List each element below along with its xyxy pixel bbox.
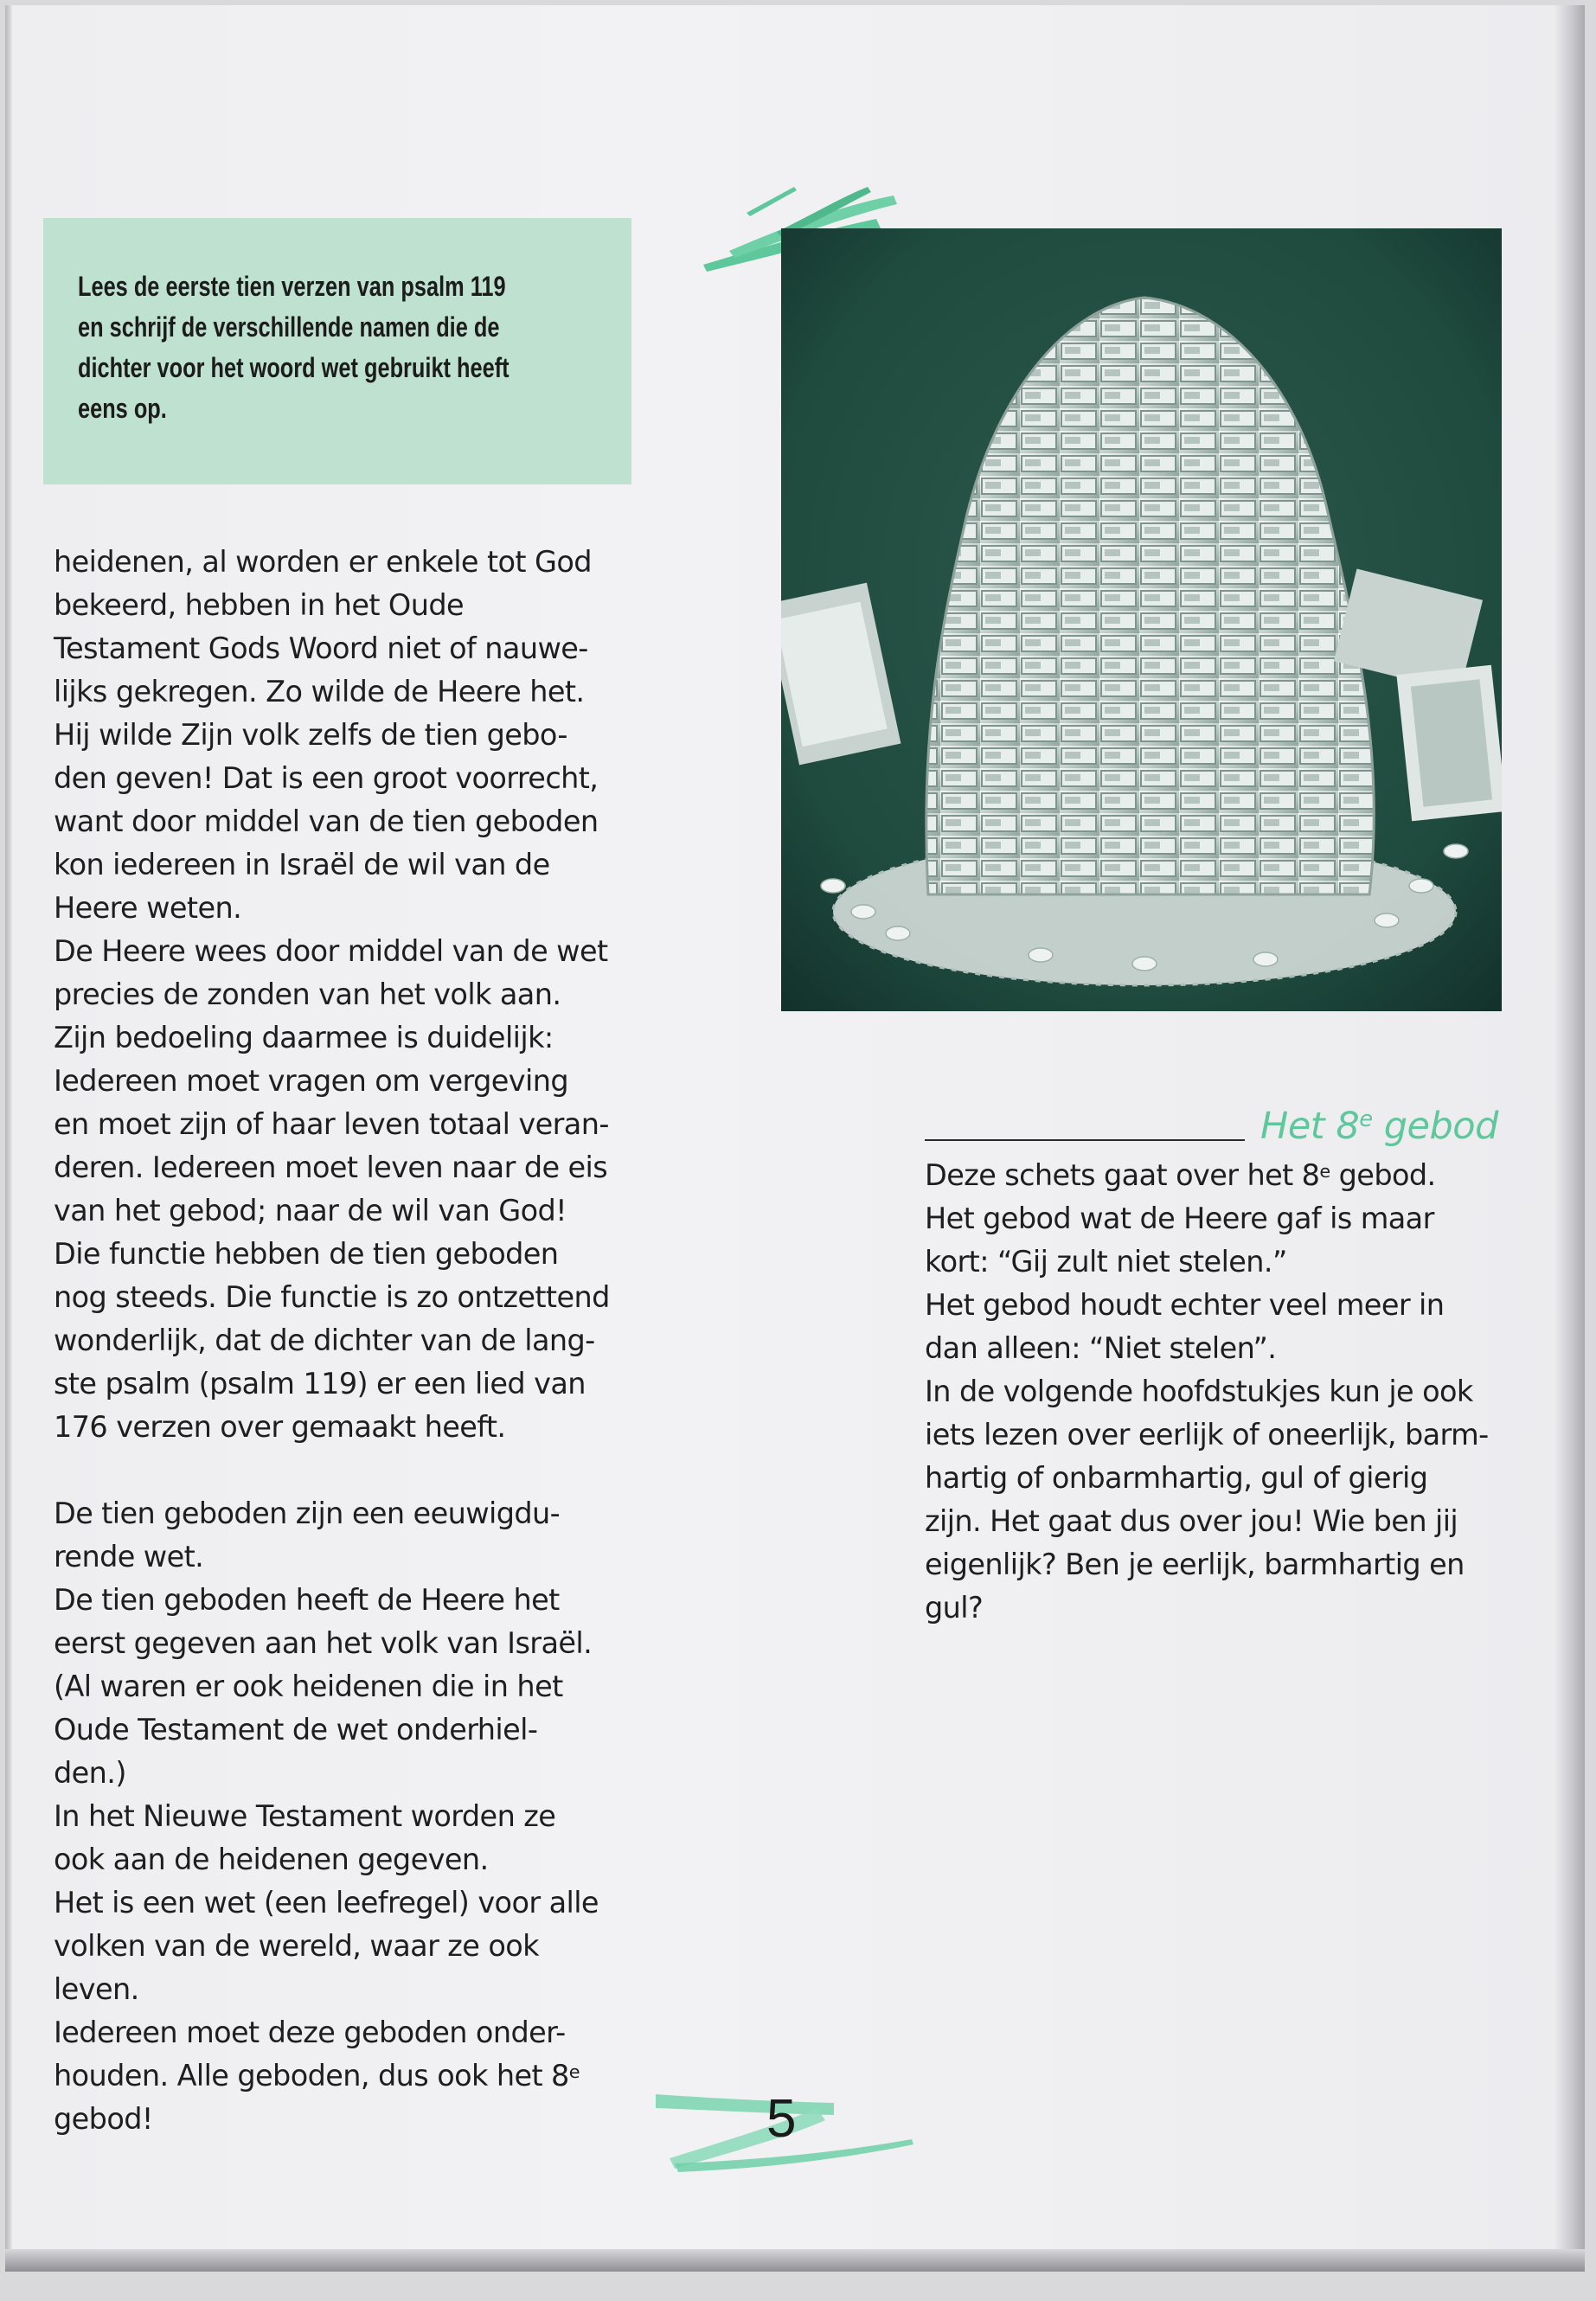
text-line: heidenen, al worden er enkele tot God <box>54 545 592 579</box>
text-line: Iedereen moet vragen om vergeving <box>54 1064 569 1098</box>
superscript: e <box>568 2061 580 2082</box>
heading-text <box>1260 1102 1498 1150</box>
text-line: lijks gekregen. Zo wilde de Heere het. <box>54 675 585 708</box>
page-number-area <box>652 2086 920 2181</box>
text-line: wonderlijk, dat de dichter van de lang- <box>54 1324 595 1357</box>
text-line: gul? <box>925 1591 984 1625</box>
text-line: eigenlijk? Ben je eerlijk, barmhartig en <box>925 1548 1465 1581</box>
text-line: en moet zijn of haar leven totaal veran- <box>54 1107 609 1141</box>
text-line: precies de zonden van het volk aan. <box>54 977 561 1011</box>
paragraph-2 <box>54 1492 610 2141</box>
text-line: Zijn bedoeling daarmee is duidelijk: <box>54 1021 554 1054</box>
text-line: (Al waren er ook heidenen die in het <box>54 1670 563 1703</box>
text-line: gebod! <box>54 2102 153 2136</box>
heading-superscript: e <box>1359 1106 1373 1132</box>
paragraph-1 <box>54 541 610 1449</box>
text-line: den.) <box>54 1756 126 1790</box>
text-line: leven. <box>54 1972 139 2006</box>
text-line: De tien geboden zijn een eeuwigdu- <box>54 1497 561 1530</box>
text-line <box>54 2054 610 2098</box>
money-pile-photo <box>781 228 1502 1011</box>
text-line: dan alleen: “Niet stelen”. <box>925 1331 1277 1365</box>
page-bottom-edge <box>5 2249 1585 2272</box>
superscript: e <box>1319 1160 1330 1182</box>
text-line: Heere weten. <box>54 891 242 925</box>
text-fragment: gebod. <box>1330 1158 1436 1192</box>
text-line: ste psalm (psalm 119) er een lied van <box>54 1367 586 1400</box>
text-line: Testament Gods Woord niet of nauwe- <box>54 631 588 665</box>
callout-line: dichter voor het woord wet gebruikt heeft <box>78 352 510 383</box>
text-line: In de volgende hoofdstukjes kun je ook <box>925 1375 1473 1408</box>
text-line: bekeerd, hebben in het Oude <box>54 588 464 622</box>
text-line: kon iedereen in Israël de wil van de <box>54 848 550 881</box>
text-line: rende wet. <box>54 1540 204 1574</box>
callout-line: eens op. <box>78 393 167 424</box>
text-line: Het gebod houdt echter veel meer in <box>925 1288 1445 1322</box>
heading-prefix: Het 8 <box>1260 1105 1360 1148</box>
text-line: Het is een wet (een leefregel) voor alle <box>54 1886 599 1920</box>
text-fragment: houden. Alle geboden, dus ook het 8 <box>54 2059 569 2093</box>
left-column-text <box>54 541 610 2141</box>
page-number: 5 <box>766 2089 797 2149</box>
text-line: Iedereen moet deze geboden onder- <box>54 2016 566 2049</box>
text-line: eerst gegeven aan het volk van Israël. <box>54 1626 593 1660</box>
text-line: Die functie hebben de tien geboden <box>54 1237 559 1271</box>
assignment-text <box>78 266 591 429</box>
paragraph-gap <box>54 1449 610 1492</box>
text-line: deren. Iedereen moet leven naar de eis <box>54 1150 608 1184</box>
callout-line: en schrijf de verschillende namen die de <box>78 311 500 343</box>
text-line: ook aan de heidenen gegeven. <box>54 1843 489 1876</box>
assignment-callout <box>43 218 631 484</box>
text-line: Hij wilde Zijn volk zelfs de tien gebo- <box>54 718 567 752</box>
callout-line: Lees de eerste tien verzen van psalm 119 <box>78 271 506 302</box>
text-line: Het gebod wat de Heere gaf is maar <box>925 1202 1434 1235</box>
text-line: iets lezen over eerlijk of oneerlijk, barm- <box>925 1418 1489 1452</box>
text-line: In het Nieuwe Testament worden ze <box>54 1799 556 1833</box>
text-line: van het gebod; naar de wil van God! <box>54 1194 567 1227</box>
section-heading <box>925 1102 1496 1156</box>
text-line: volken van de wereld, waar ze ook <box>54 1929 539 1963</box>
text-line: den geven! Dat is een groot voorrecht, <box>54 761 599 795</box>
text-line: nog steeds. Die functie is zo ontzettend <box>54 1280 610 1314</box>
text-line: zijn. Het gaat dus over jou! Wie ben jij <box>925 1504 1458 1538</box>
book-spine-shadow <box>5 5 12 2272</box>
page-edge <box>1555 5 1585 2272</box>
heading-suffix: gebod <box>1372 1105 1498 1148</box>
text-line: 176 verzen over gemaakt heeft. <box>54 1410 506 1444</box>
text-line: De tien geboden heeft de Heere het <box>54 1583 560 1617</box>
text-line: De Heere wees door middel van de wet <box>54 934 608 968</box>
text-line: want door middel van de tien geboden <box>54 804 599 838</box>
text-line: Oude Testament de wet onderhiel- <box>54 1713 538 1747</box>
heading-rule <box>925 1139 1245 1141</box>
text-line: kort: “Gij zult niet stelen.” <box>925 1245 1287 1279</box>
text-fragment: Deze schets gaat over het 8 <box>925 1158 1320 1192</box>
page <box>5 5 1585 2272</box>
text-line <box>925 1154 1489 1197</box>
text-line: hartig of onbarmhartig, gul of gierig <box>925 1461 1428 1495</box>
right-column-text <box>925 1154 1489 1630</box>
